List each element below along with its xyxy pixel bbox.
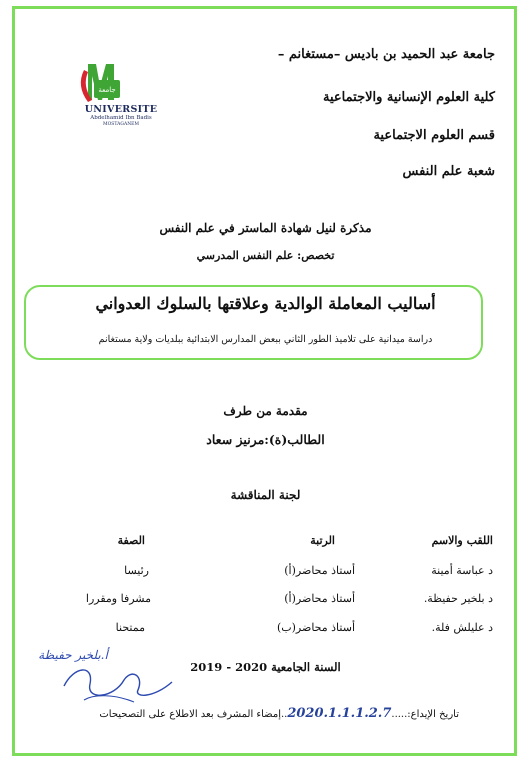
degree-line: مذكرة لنيل شهادة الماستر في علم النفس xyxy=(159,221,372,235)
university-name: جامعة عبد الحميد بن باديس –مستغانم – xyxy=(277,47,495,62)
table-cell-rank: أستاذ محاضر(ب) xyxy=(276,621,355,634)
deposit-date: 2020.1.1.1.2.7 xyxy=(287,706,392,721)
svg-text:جامعة: جامعة xyxy=(98,86,116,94)
deposit-prefix: تاريخ الإيداع:..... xyxy=(391,709,459,720)
logo-name: UNIVERSITE xyxy=(84,104,158,115)
faculty-name: كلية العلوم الإنسانية والاجتماعية xyxy=(323,90,495,105)
table-cell-role: رئيسا xyxy=(124,564,149,577)
table-cell-name: د بلخير حفيظة. xyxy=(423,592,493,605)
specialty-line: تخصص: علم النفس المدرسي xyxy=(196,249,335,262)
table-cell-rank: أستاذ محاضر(أ) xyxy=(284,592,355,605)
academic-year: السنة الجامعية 2020 - 2019 xyxy=(190,660,341,674)
logo-subtitle: Abdelhamid Ibn Badis xyxy=(90,115,152,121)
thesis-title: أساليب المعاملة الوالدية وعلاقتها بالسلوك العدواني xyxy=(95,294,436,313)
thesis-subtitle: دراسة ميدانية على تلاميذ الطور الثاني ببعض المدارس الابتدائية ببلديات ولاية مستغانم xyxy=(98,334,433,345)
presented-by-label: مقدمة من طرف xyxy=(223,404,308,418)
table-cell-role: مشرفا ومقررا xyxy=(85,592,151,605)
table-cell-role: ممتحنا xyxy=(115,621,145,634)
deposit-suffix: ..إمضاء المشرف بعد الاطلاع على التصحيحات xyxy=(99,709,288,720)
header-name: اللقب والاسم xyxy=(431,534,493,547)
table-cell-name: د عليلش فلة. xyxy=(431,621,493,634)
table-cell-rank: أستاذ محاضر(أ) xyxy=(284,564,355,577)
header-role: الصفة xyxy=(117,534,145,547)
student-name: الطالب(ة):مرنيز سعاد xyxy=(206,432,325,447)
committee-title: لجنة المناقشة xyxy=(230,488,301,502)
department-name: قسم العلوم الاجتماعية xyxy=(373,128,495,143)
deposit-line xyxy=(99,706,459,721)
signature-text: أ.بلخير حفيظة xyxy=(38,648,108,662)
branch-name: شعبة علم النفس xyxy=(402,164,495,179)
table-cell-name: د عباسة أمينة xyxy=(431,564,493,577)
header-rank: الرتبة xyxy=(310,534,335,547)
logo-subtitle-2: MOSTAGANEM xyxy=(102,122,140,127)
